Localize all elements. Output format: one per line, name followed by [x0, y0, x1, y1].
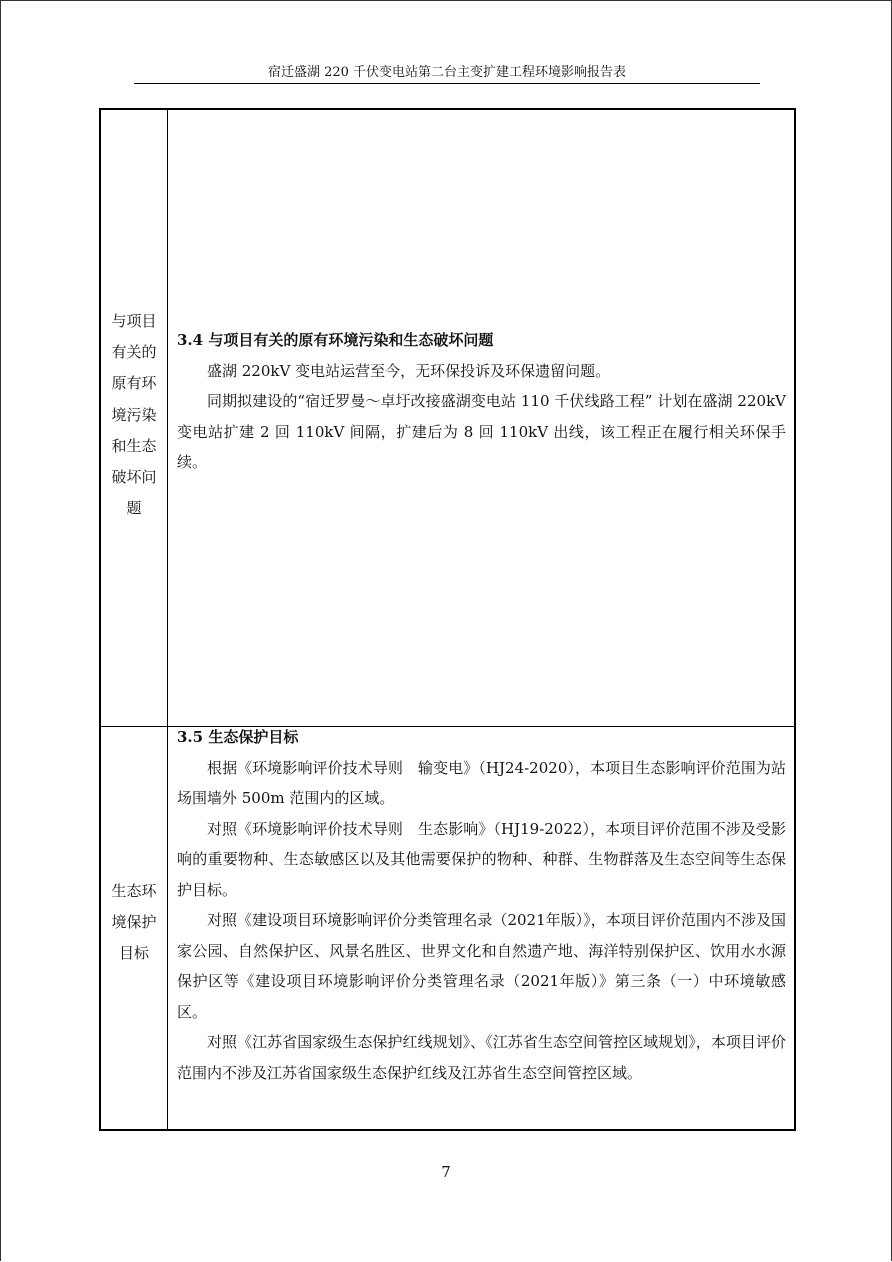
page-number: 7: [441, 1163, 451, 1181]
label-line: 生态环: [111, 882, 157, 900]
section-heading: 3.4 与项目有关的原有环境污染和生态破坏问题: [177, 331, 494, 349]
label-line: 题: [126, 499, 142, 518]
label-line: 破坏问: [111, 468, 157, 487]
label-line: 境污染: [111, 405, 157, 424]
row-label-ecological-protection: [101, 876, 167, 970]
paragraph: 同期拟建设的“宿迁罗曼～卓圩改接盛湖变电站 110 千伏线路工程” 计划在盛湖 220kV 变电站扩建 2 回 110kV 间隔，扩建后为 8 回 110kV 出线，该工程正在履行相关环保手续。: [177, 392, 786, 471]
label-line: 与项目: [111, 312, 157, 330]
paragraph: 对照《江苏省国家级生态保护红线规划》、《江苏省生态空间管控区域规划》，本项目评价范围内不涉及江苏省国家级生态保护红线及江苏省生态空间管控区域。: [177, 1033, 786, 1082]
label-line: 原有环: [111, 374, 157, 393]
paragraph: 盛湖 220kV 变电站运营至今，无环保投诉及环保遗留问题。: [207, 361, 611, 380]
section-ecological-protection: [177, 722, 786, 1088]
label-line: 有关的: [111, 343, 157, 362]
section-existing-pollution: [177, 325, 786, 478]
paragraph: 根据《环境影响评价技术导则 输变电》（HJ24-2020），本项目生态影响评价范围为站场围墙外 500m 范围内的区域。: [177, 758, 786, 807]
label-line: 和生态: [111, 436, 157, 455]
table-column-divider: [167, 108, 168, 1129]
page-header: 宿迁盛湖 220 千伏变电站第二台主变扩建工程环境影响报告表: [134, 64, 760, 84]
paragraph: 对照《环境影响评价技术导则 生态影响》（HJ19-2022），本项目评价范围不涉及受影响的重要物种、生态敏感区以及其他需要保护的物种、种群、生物群落及生态空间等生态保护目标。: [177, 819, 786, 899]
row-label-existing-pollution: [101, 306, 167, 524]
label-line: 目标: [118, 944, 149, 963]
label-line: 境保护: [111, 913, 157, 932]
section-heading: 3.5 生态保护目标: [177, 728, 299, 746]
paragraph: 对照《建设项目环境影响评价分类管理名录（2021年版）》，本项目评价范围内不涉及国家公园、自然保护区、风景名胜区、世界文化和自然遗产地、海洋特别保护区、饮用水水源保护区等《建设项目环境影响评价分类管理名录（2021年版）》第三条（一）中环境敏感区。: [177, 911, 786, 1021]
